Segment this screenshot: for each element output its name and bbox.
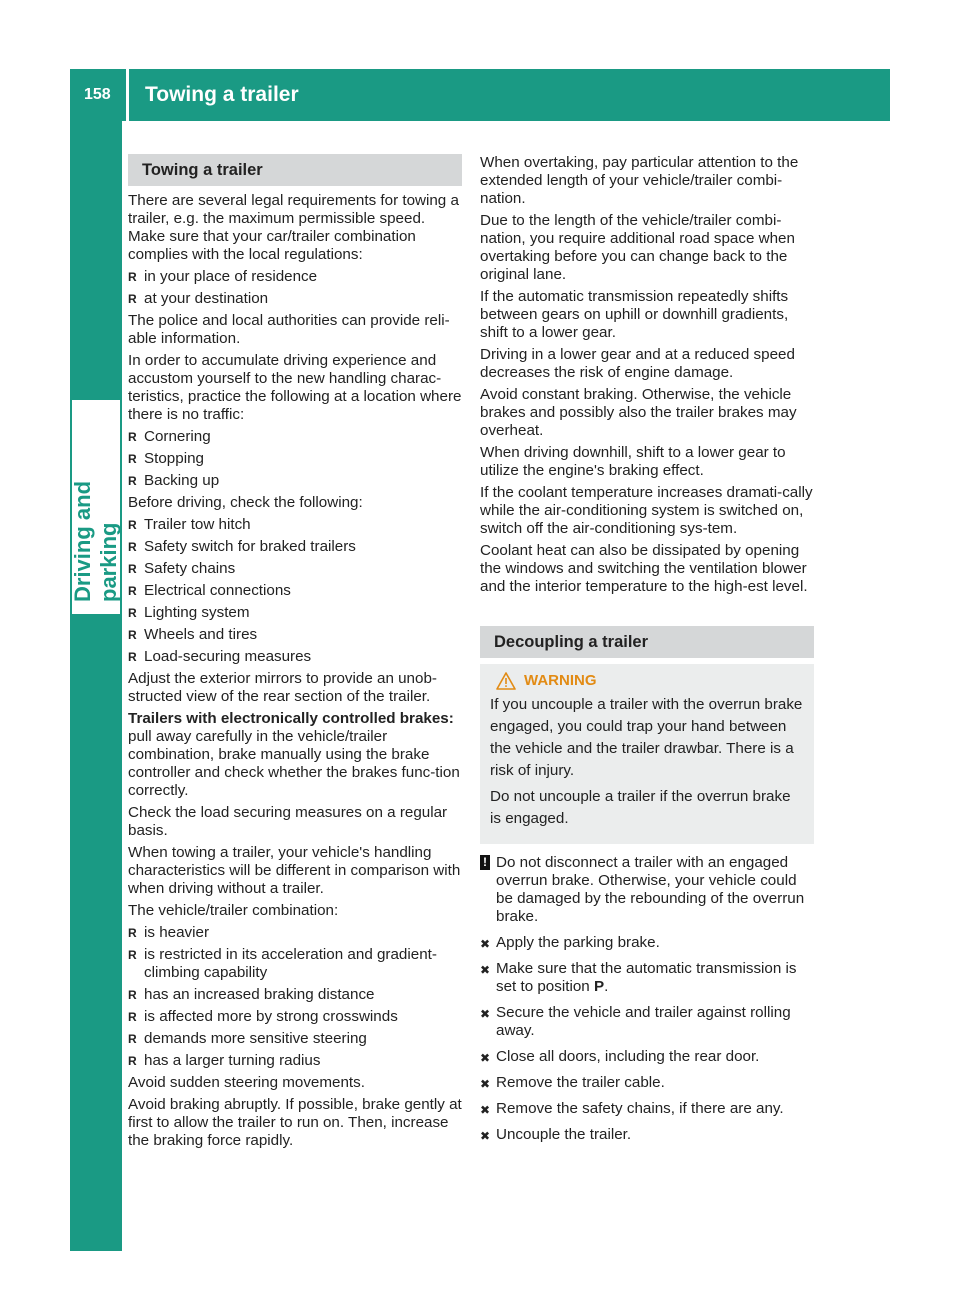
bullet-icon: R xyxy=(128,988,137,1002)
bullet-icon: R xyxy=(128,628,137,642)
bullet-icon: R xyxy=(128,584,137,598)
bullet-icon: R xyxy=(128,926,137,940)
bullet-icon: R xyxy=(128,1010,137,1024)
arrow-right-icon: ✖ xyxy=(480,1103,491,1117)
paragraph: Avoid constant braking. Otherwise, the vehicle brakes and possibly also the trailer brakes may overheat. xyxy=(480,386,797,439)
list-item: R is affected more by strong crosswinds xyxy=(128,1008,398,1025)
bullet-list-combination xyxy=(128,924,462,1070)
page-header xyxy=(70,69,890,121)
paragraph: Before driving, check the following: xyxy=(128,494,363,511)
warning-title: WARNING xyxy=(524,672,597,689)
step-item: ✖ Uncouple the trailer. xyxy=(480,1126,632,1143)
bullet-icon: R xyxy=(128,292,137,306)
exclamation-icon: ! xyxy=(480,855,490,870)
paragraph: When towing a trailer, your vehicle's handling characteristics will be different in comparison with when driving without a trailer. xyxy=(128,844,461,897)
warning-text: If you uncouple a trailer with the overrun brake engaged, you could trap your hand between the vehicle and the trailer drawbar. There is a risk of injury. xyxy=(490,696,803,779)
bullet-icon: R xyxy=(128,452,137,466)
list-item: R Cornering xyxy=(128,428,211,445)
step-item: ✖ Secure the vehicle and trailer against rolling away. xyxy=(480,1004,791,1039)
paragraph: Avoid braking abruptly. If possible, brake gently at first to allow the trailer to run on. Then, increase the braking force rapidly. xyxy=(128,1096,462,1149)
section-heading-towing: Towing a trailer xyxy=(128,154,462,186)
paragraph: Driving in a lower gear and at a reduced speed decreases the risk of engine damage. xyxy=(480,346,795,381)
paragraph: If the automatic transmission repeatedly shifts between gears on uphill or downhill gradients, shift to a lower gear. xyxy=(480,288,789,341)
bullet-icon: R xyxy=(128,430,137,444)
list-item: R has an increased braking distance xyxy=(128,986,375,1003)
section-heading-decoupling: Decoupling a trailer xyxy=(480,626,814,658)
bullet-icon: R xyxy=(128,474,137,488)
paragraph: When overtaking, pay particular attention to the extended length of your vehicle/trailer combi-nation. xyxy=(480,154,799,207)
list-item: R Safety chains xyxy=(128,560,236,577)
notice-block: ! Do not disconnect a trailer with an engaged overrun brake. Otherwise, your vehicle could be damaged by the rebounding of the overrun brake. xyxy=(480,854,814,926)
list-item: R is restricted in its acceleration and gradient-climbing capability xyxy=(128,946,437,981)
warning-text: Do not uncouple a trailer if the overrun brake is engaged. xyxy=(490,788,791,827)
warning-box xyxy=(480,664,814,844)
list-item: R at your destination xyxy=(128,290,269,307)
list-item: R has a larger turning radius xyxy=(128,1052,321,1069)
list-item: R Wheels and tires xyxy=(128,626,258,643)
paragraph: Adjust the exterior mirrors to provide an unob-structed view of the rear section of the trailer. xyxy=(128,670,437,705)
paragraph-trailer-brakes: Trailers with electronically controlled brakes: pull away carefully in the vehicle/trailer combination, brake manually using the brake controller and check whether the brakes func-tion correctly. xyxy=(128,710,460,799)
list-item: R Load-securing measures xyxy=(128,648,312,665)
header-title: Towing a trailer xyxy=(145,83,299,106)
paragraph: Check the load securing measures on a regular basis. xyxy=(128,804,448,839)
arrow-right-icon: ✖ xyxy=(480,937,491,951)
step-item: ✖ Make sure that the automatic transmission is set to position P. xyxy=(480,960,797,995)
paragraph: There are several legal requirements for towing a trailer, e.g. the maximum permissible speed. Make sure that your car/trailer combination complies with the local regulations: xyxy=(128,192,459,263)
list-item: R Safety switch for braked trailers xyxy=(128,538,356,555)
step-item: ✖ Apply the parking brake. xyxy=(480,934,660,951)
bold-lead: Trailers with electronically controlled brakes: xyxy=(128,710,454,727)
list-item: R in your place of residence xyxy=(128,268,318,285)
list-item: R Trailer tow hitch xyxy=(128,516,251,533)
right-column xyxy=(480,154,814,1152)
list-item: R demands more sensitive steering xyxy=(128,1030,367,1047)
arrow-right-icon: ✖ xyxy=(480,1129,491,1143)
list-item: R is heavier xyxy=(128,924,209,941)
bullet-icon: R xyxy=(128,606,137,620)
bullet-icon: R xyxy=(128,948,137,962)
list-item: R Backing up xyxy=(128,472,220,489)
page-number: 158 xyxy=(84,86,111,103)
arrow-right-icon: ✖ xyxy=(480,1007,491,1021)
paragraph: If the coolant temperature increases dramati-cally while the air-conditioning system is switched on, switch off the air-conditioning sys-tem. xyxy=(480,484,813,537)
bullet-icon: R xyxy=(128,540,137,554)
list-item: R Stopping xyxy=(128,450,204,467)
step-item: ✖ Remove the safety chains, if there are any. xyxy=(480,1100,784,1117)
step-item: ✖ Remove the trailer cable. xyxy=(480,1074,665,1091)
arrow-right-icon: ✖ xyxy=(480,1051,491,1065)
bullet-list-checks xyxy=(128,516,462,666)
step-list xyxy=(480,934,814,1144)
bullet-icon: R xyxy=(128,518,137,532)
bullet-list-regulations xyxy=(128,268,462,308)
list-item: R Lighting system xyxy=(128,604,250,621)
side-tab xyxy=(70,121,122,1251)
side-tab-label: Driving and parking xyxy=(72,400,120,614)
paragraph: When driving downhill, shift to a lower gear to utilize the engine's braking effect. xyxy=(480,444,786,479)
arrow-right-icon: ✖ xyxy=(480,963,491,977)
paragraph: Due to the length of the vehicle/trailer combi-nation, you require additional road space when overtaking before you can change back to the original lane. xyxy=(480,212,795,283)
step-item: ✖ Close all doors, including the rear door. xyxy=(480,1048,760,1065)
paragraph: Avoid sudden steering movements. xyxy=(128,1074,365,1091)
bullet-icon: R xyxy=(128,650,137,664)
left-column xyxy=(128,154,462,1154)
paragraph: The police and local authorities can provide reli-able information. xyxy=(128,312,450,347)
bullet-icon: R xyxy=(128,270,137,284)
paragraph: Coolant heat can also be dissipated by opening the windows and switching the ventilation blower and the interior temperature to the high-est level. xyxy=(480,542,808,595)
bullet-icon: R xyxy=(128,1032,137,1046)
warning-triangle-icon xyxy=(496,672,516,690)
paragraph: In order to accumulate driving experience and accustom yourself to the new handling charac-teristics, practice the following at a location where there is no traffic: xyxy=(128,352,462,423)
list-item: R Electrical connections xyxy=(128,582,291,599)
paragraph: The vehicle/trailer combination: xyxy=(128,902,339,919)
arrow-right-icon: ✖ xyxy=(480,1077,491,1091)
bullet-icon: R xyxy=(128,1054,137,1068)
warning-header xyxy=(490,670,804,692)
bullet-list-practice xyxy=(128,428,462,490)
bullet-icon: R xyxy=(128,562,137,576)
